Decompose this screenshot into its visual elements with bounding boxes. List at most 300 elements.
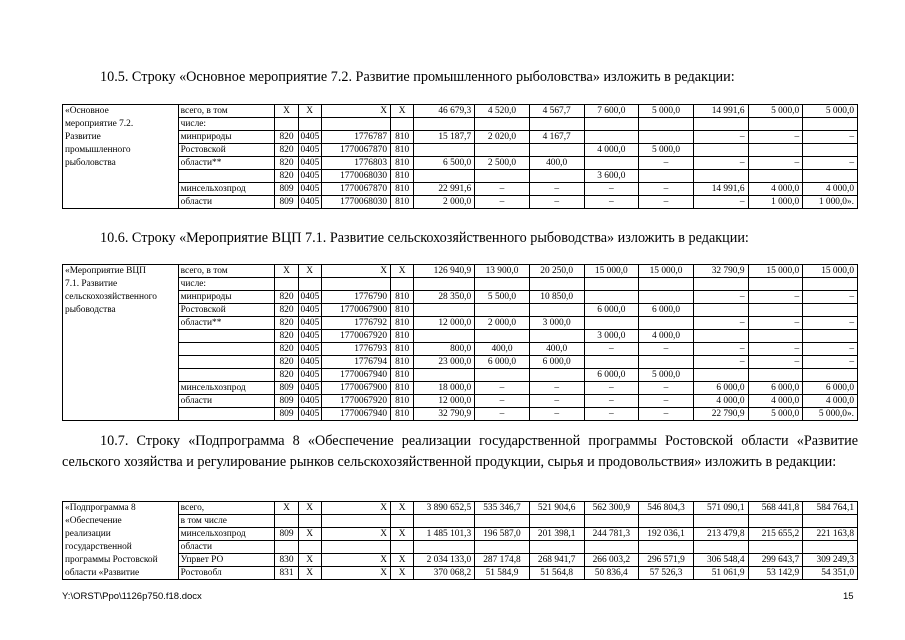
table-cell: 0405 [298,369,321,382]
table-cell: 192 036,1 [639,528,694,541]
table-cell [529,330,584,343]
table-cell: 0405 [298,157,321,170]
table-cell: 2 034 133,0 [414,554,475,567]
table-cell: 1776792 [321,317,390,330]
table-cell: 32 790,9 [414,408,475,421]
table-cell: 4 000,0 [584,144,639,157]
table-cell: 0405 [298,343,321,356]
table-cell: 10 850,0 [529,291,584,304]
table-cell: 4 520,0 [475,105,530,118]
table-cell: X [321,265,390,278]
table-cell: 820 [275,157,298,170]
table-cell [178,356,275,369]
table-cell: 268 941,7 [529,554,584,567]
table-cell: 7 600,0 [584,105,639,118]
table-cell: 5 000,0 [639,144,694,157]
table-cell [639,317,694,330]
table-cell: 51 564,8 [529,567,584,580]
table-cell: – [693,131,748,144]
table-cell: области [178,541,275,554]
page-number: 15 [843,591,854,602]
table-cell: 4 167,7 [529,131,584,144]
table-cell: – [639,157,694,170]
table-cell [321,541,390,554]
table-row [63,567,858,580]
table-cell: 0405 [298,170,321,183]
table-cell: 6 000,0 [529,356,584,369]
table-cell: – [584,343,639,356]
table-cell: X [298,528,321,541]
table-cell [639,170,694,183]
table-cell: 1776793 [321,343,390,356]
table-cell: 5 000,0 [639,105,694,118]
table-row [63,291,858,304]
table-cell [693,541,748,554]
table-cell: 6 000,0 [748,382,803,395]
table-cell: 2 000,0 [414,196,475,209]
table-cell: 309 249,3 [803,554,858,567]
table-cell [529,515,584,528]
table-cell [321,515,390,528]
table-cell: минсельхозпрод [178,382,275,395]
table-cell: 1770067900 [321,382,390,395]
table-cell: всего, [178,502,275,515]
footer-path: Y:\ORST\Ppo\1126p750.f18.docx [62,591,202,602]
row-name-line: «Мероприятие ВЦП [63,265,179,278]
table-cell [529,304,584,317]
table-row [63,382,858,395]
table-cell: 6 000,0 [693,382,748,395]
table-cell: минсельхозпрод [178,183,275,196]
table-cell: 5 000,0 [748,105,803,118]
table-cell: – [475,382,530,395]
table-row [63,196,858,209]
table-cell: X [391,554,414,567]
table-cell: 820 [275,343,298,356]
table-cell [748,144,803,157]
table-row [63,554,858,567]
table-cell [275,278,298,291]
table-cell: 287 174,8 [475,554,530,567]
table-cell: 810 [391,291,414,304]
table-cell: 54 351,0 [803,567,858,580]
table-cell: 820 [275,330,298,343]
table-cell: 820 [275,170,298,183]
table-cell: Ростовской [178,304,275,317]
table-cell [275,541,298,554]
row-name-line: Развитие [63,131,179,144]
row-name-cell [63,343,179,356]
table-cell [475,541,530,554]
table-cell [748,515,803,528]
table-cell: – [639,382,694,395]
table-cell: 809 [275,196,298,209]
table-row [63,408,858,421]
table-cell [414,304,475,317]
table-cell: – [475,196,530,209]
table-cell [414,330,475,343]
table-cell: 12 000,0 [414,317,475,330]
table-cell: 22 790,9 [693,408,748,421]
table-cell [748,369,803,382]
table-cell: – [748,131,803,144]
table-cell: в том числе [178,515,275,528]
table-cell: X [391,567,414,580]
table-cell: 296 571,9 [639,554,694,567]
table-cell [178,170,275,183]
table-cell: 51 061,9 [693,567,748,580]
table-row [63,502,858,515]
table-cell: 1770067870 [321,144,390,157]
table-cell: 810 [391,304,414,317]
table-cell: 820 [275,144,298,157]
table-cell [584,291,639,304]
table-cell: 2 020,0 [475,131,530,144]
table-cell: области** [178,157,275,170]
table-cell: 810 [391,317,414,330]
table-cell: 4 000,0 [693,395,748,408]
table-cell: 5 000,0». [803,408,858,421]
table-cell [414,118,475,131]
table-cell: 810 [391,382,414,395]
table-cell: 4 000,0 [748,395,803,408]
table-cell: – [529,408,584,421]
table-cell: 1770067920 [321,395,390,408]
row-name-line: «Основное [63,105,179,118]
table-cell: 810 [391,369,414,382]
table-cell: 820 [275,356,298,369]
table-cell: Ростовобл [178,567,275,580]
row-name-cell [63,408,179,421]
table-cell [584,131,639,144]
table-cell [275,118,298,131]
table-cell: – [803,157,858,170]
table-cell: – [693,196,748,209]
table-cell: числе: [178,278,275,291]
table-cell [639,356,694,369]
table-cell: X [298,567,321,580]
table-cell: 1776790 [321,291,390,304]
table-row [63,541,858,554]
table-cell: 6 000,0 [475,356,530,369]
table-cell: Ростовской [178,144,275,157]
table-cell [693,304,748,317]
table-cell: – [748,356,803,369]
table-cell: X [321,105,390,118]
table-cell: X [391,528,414,541]
table-cell: всего, в том [178,265,275,278]
table-cell: 1 485 101,3 [414,528,475,541]
table-cell: – [748,157,803,170]
table-cell: – [803,291,858,304]
table-cell: 6 000,0 [803,382,858,395]
table-cell: 15 187,7 [414,131,475,144]
table-cell [748,330,803,343]
table-cell: – [639,395,694,408]
table-cell: – [693,343,748,356]
table-cell [414,515,475,528]
table-cell: 810 [391,356,414,369]
table-cell: – [584,183,639,196]
table-cell [748,278,803,291]
table-cell: 266 003,2 [584,554,639,567]
table-cell: 0405 [298,408,321,421]
table-cell [391,515,414,528]
table-cell [584,541,639,554]
table-cell: – [529,395,584,408]
table-cell [693,118,748,131]
row-name-line: области «Развитие [63,567,179,580]
table-cell: 0405 [298,304,321,317]
table-cell: 6 000,0 [584,369,639,382]
table-cell: 3 890 652,5 [414,502,475,515]
table-cell: 12 000,0 [414,395,475,408]
table-cell [693,515,748,528]
table-cell: 14 991,6 [693,105,748,118]
table-cell: 810 [391,196,414,209]
table-cell: 126 940,9 [414,265,475,278]
table-cell: 810 [391,395,414,408]
table-cell: X [298,554,321,567]
table-cell: X [275,265,298,278]
table-cell: 820 [275,304,298,317]
row-name-line: программы Ростовской [63,554,179,567]
table-10-5 [62,104,858,209]
table-row [63,157,858,170]
table-cell: 18 000,0 [414,382,475,395]
table-cell: 50 836,4 [584,567,639,580]
table-cell [475,369,530,382]
table-cell: 810 [391,343,414,356]
table-cell [391,278,414,291]
table-cell [803,369,858,382]
table-cell: 809 [275,183,298,196]
table-cell: X [321,554,390,567]
table-cell: – [584,408,639,421]
table-cell: 810 [391,170,414,183]
table-cell: 201 398,1 [529,528,584,541]
table-cell: – [529,183,584,196]
table-cell: 5 000,0 [803,105,858,118]
table-cell [475,144,530,157]
table-cell: – [748,291,803,304]
table-cell: 809 [275,382,298,395]
table-cell: 535 346,7 [475,502,530,515]
table-cell [584,157,639,170]
table-cell [693,144,748,157]
table-row [63,183,858,196]
table-cell: 1776794 [321,356,390,369]
table-cell: 810 [391,408,414,421]
table-cell: 5 000,0 [639,369,694,382]
table-cell [178,330,275,343]
table-cell [321,118,390,131]
table-row [63,317,858,330]
table-cell [639,515,694,528]
heading-10-7: 10.7. Строку «Подпрограмма 8 «Обеспечение реализации государственной программы Ростовской области «Развитие сельского хозяйства и регулирование рынков сельскохозяйственной продукции, сырья и продовольствия» изложить в редакции: [62,433,858,470]
table-cell: 20 250,0 [529,265,584,278]
table-cell: области [178,395,275,408]
table-cell [803,144,858,157]
table-cell: 0405 [298,196,321,209]
table-cell: X [298,502,321,515]
table-cell: 568 441,8 [748,502,803,515]
table-cell: 213 479,8 [693,528,748,541]
table-cell [803,170,858,183]
table-cell: 1770067900 [321,304,390,317]
table-cell: 22 991,6 [414,183,475,196]
row-name-line: рыболовства [63,157,179,170]
table-row [63,278,858,291]
table-cell [298,118,321,131]
table-cell: 32 790,9 [693,265,748,278]
table-row [63,330,858,343]
table-cell: X [391,105,414,118]
table-cell [475,515,530,528]
table-cell: области [178,196,275,209]
table-cell: 196 587,0 [475,528,530,541]
table-row [63,528,858,541]
table-cell [414,144,475,157]
table-cell: 306 548,4 [693,554,748,567]
table-cell: – [584,196,639,209]
table-cell: 800,0 [414,343,475,356]
table-cell: 810 [391,183,414,196]
table-cell [803,278,858,291]
table-cell [298,278,321,291]
table-cell [414,541,475,554]
table-cell: – [693,356,748,369]
table-cell: X [275,105,298,118]
table-cell: Упрвет РО [178,554,275,567]
table-cell: 57 526,3 [639,567,694,580]
table-cell: – [475,408,530,421]
table-cell: 571 090,1 [693,502,748,515]
table-cell: 14 991,6 [693,183,748,196]
table-cell: – [639,196,694,209]
table-cell [803,330,858,343]
table-cell [414,278,475,291]
row-name-cell [63,356,179,369]
table-cell [475,118,530,131]
table-cell [693,278,748,291]
row-name-cell [63,369,179,382]
table-cell: 3 000,0 [584,330,639,343]
table-cell: 1770067870 [321,183,390,196]
table-cell [584,515,639,528]
table-cell [529,170,584,183]
table-cell [529,118,584,131]
table-cell: минприроды [178,131,275,144]
table-cell [475,170,530,183]
table-cell: X [321,528,390,541]
table-cell: 5 000,0 [748,408,803,421]
table-row [63,304,858,317]
table-cell: 820 [275,131,298,144]
table-cell: X [275,502,298,515]
table-row [63,105,858,118]
table-cell: 810 [391,131,414,144]
table-cell: 4 000,0 [748,183,803,196]
table-cell: 0405 [298,144,321,157]
table-cell: минсельхозпрод [178,528,275,541]
table-cell: – [803,343,858,356]
table-cell: 5 500,0 [475,291,530,304]
table-cell: – [475,183,530,196]
table-cell [584,317,639,330]
table-cell: 15 000,0 [803,265,858,278]
table-cell: 810 [391,144,414,157]
table-cell: 1776787 [321,131,390,144]
table-cell: 1770067940 [321,369,390,382]
table-cell: – [693,157,748,170]
table-cell: 244 781,3 [584,528,639,541]
table-cell: 370 068,2 [414,567,475,580]
table-cell: 400,0 [529,157,584,170]
table-10-6 [62,264,858,421]
table-cell: 221 163,8 [803,528,858,541]
table-cell: 0405 [298,291,321,304]
table-cell: 809 [275,408,298,421]
table-cell: 1770068030 [321,170,390,183]
table-cell: 0405 [298,382,321,395]
table-10-7 [62,501,858,580]
row-name-cell [63,382,179,395]
table-row [63,131,858,144]
table-cell: 13 900,0 [475,265,530,278]
table-cell [414,170,475,183]
table-cell: 0405 [298,356,321,369]
table-cell: 51 584,9 [475,567,530,580]
table-cell [639,291,694,304]
table-cell [391,118,414,131]
table-cell: 4 567,7 [529,105,584,118]
table-cell: 2 000,0 [475,317,530,330]
table-cell: – [529,196,584,209]
table-cell: – [639,408,694,421]
table-cell: 809 [275,395,298,408]
table-row [63,265,858,278]
row-name-line: промышленного [63,144,179,157]
table-cell [475,330,530,343]
table-cell [803,541,858,554]
table-cell: 1770068030 [321,196,390,209]
table-cell: 6 500,0 [414,157,475,170]
table-cell: 3 600,0 [584,170,639,183]
table-cell: X [391,502,414,515]
table-cell [639,131,694,144]
table-cell [639,541,694,554]
table-cell: 28 350,0 [414,291,475,304]
table-row [63,369,858,382]
table-cell [321,278,390,291]
table-cell [178,369,275,382]
table-cell [529,278,584,291]
table-cell [178,343,275,356]
table-cell [529,144,584,157]
table-cell [475,278,530,291]
table-cell [391,541,414,554]
table-row [63,515,858,528]
table-cell: – [639,343,694,356]
row-name-cell [63,196,179,209]
table-cell [298,515,321,528]
table-row [63,356,858,369]
row-name-cell [63,330,179,343]
table-cell: X [298,105,321,118]
table-cell: 562 300,9 [584,502,639,515]
table-row [63,144,858,157]
